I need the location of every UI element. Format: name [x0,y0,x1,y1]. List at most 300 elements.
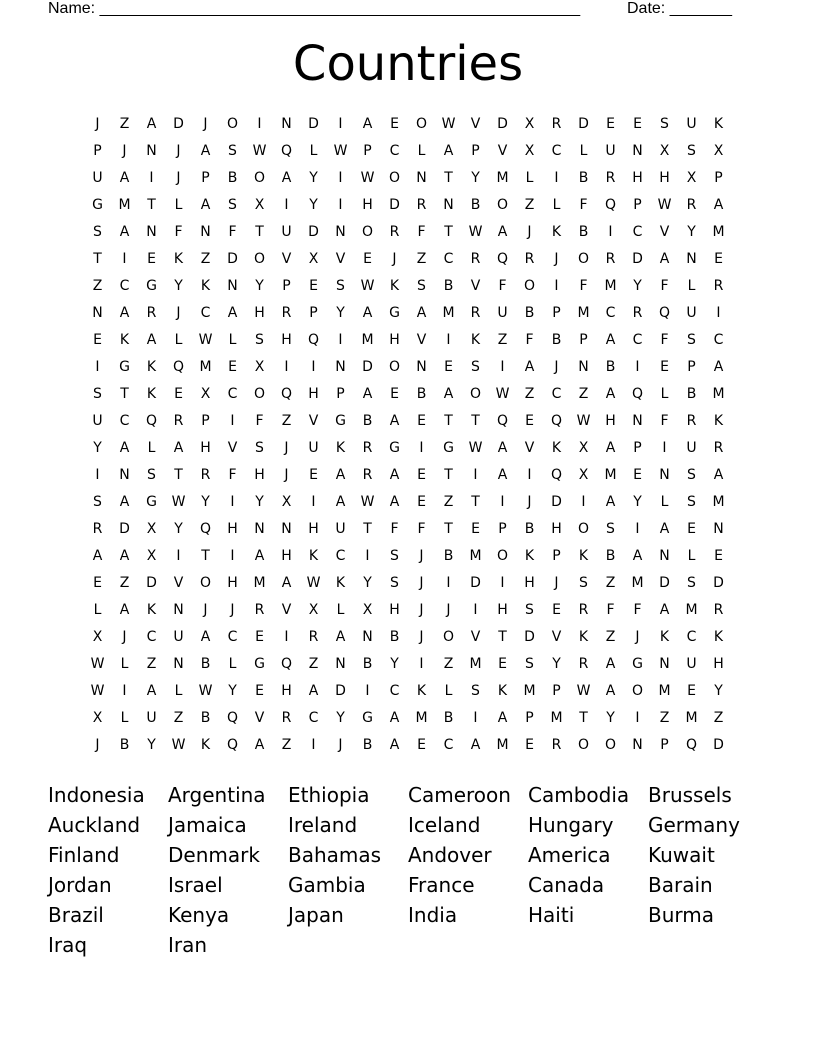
grid-letter: C [632,224,643,240]
word-list-item: Jamaica [168,813,247,837]
grid-letter: I [284,197,289,213]
grid-letter: Z [119,575,130,591]
grid-letter: I [284,629,289,645]
grid-letter: E [714,251,723,267]
grid-letter: T [120,386,129,402]
grid-letter: Y [174,278,183,294]
grid-letter: Z [200,251,211,267]
grid-letter: R [551,737,562,753]
grid-letter: D [497,116,508,132]
grid-letter: A [281,575,292,591]
date-field-label: Date: _______ [627,0,732,17]
grid-letter: V [470,116,481,132]
grid-letter: Y [309,197,318,213]
grid-letter: I [95,359,100,375]
grid-letter: B [470,197,481,213]
grid-letter: D [362,359,373,375]
grid-letter: I [311,737,316,753]
grid-letter: Y [255,494,264,510]
grid-letter: A [119,305,130,321]
grid-letter: F [660,332,669,348]
grid-letter: O [253,170,266,186]
grid-row [84,192,732,219]
grid-letter: S [147,467,156,483]
grid-letter: E [309,278,318,294]
grid-letter: H [308,521,319,537]
grid-letter: D [389,197,400,213]
grid-letter: K [173,251,184,267]
grid-row [84,651,732,678]
grid-letter: R [605,251,616,267]
grid-letter: S [390,548,399,564]
grid-letter: M [361,332,374,348]
grid-letter: R [470,305,481,321]
grid-letter: N [686,251,697,267]
grid-letter: I [338,170,343,186]
grid-letter: N [416,359,427,375]
grid-letter: L [660,494,669,510]
grid-letter: L [417,143,426,159]
grid-letter: C [227,629,238,645]
grid-letter: O [496,548,509,564]
grid-letter: U [281,224,292,240]
grid-letter: H [389,332,400,348]
grid-letter: O [253,386,266,402]
grid-letter: I [527,467,532,483]
grid-letter: Y [633,494,642,510]
grid-letter: Q [280,656,293,672]
grid-letter: J [95,737,100,753]
grid-letter: H [497,602,508,618]
grid-letter: Z [146,656,157,672]
grid-letter: A [92,548,103,564]
grid-letter: I [581,494,586,510]
grid-letter: B [389,629,400,645]
grid-letter: K [389,278,400,294]
grid-letter: O [361,224,374,240]
grid-letter: K [416,683,427,699]
grid-letter: K [713,629,724,645]
grid-letter: Z [281,413,292,429]
grid-row [84,732,732,759]
grid-letter: X [281,494,292,510]
grid-letter: A [632,548,643,564]
grid-letter: A [227,305,238,321]
grid-letter: G [119,359,130,375]
grid-letter: E [444,359,453,375]
grid-letter: T [444,521,453,537]
grid-letter: P [633,197,642,213]
grid-letter: X [308,251,319,267]
grid-letter: X [308,602,319,618]
grid-letter: A [659,521,670,537]
grid-letter: G [362,710,373,726]
grid-letter: K [335,575,346,591]
grid-letter: U [146,710,157,726]
grid-letter: Y [255,278,264,294]
grid-letter: M [685,710,698,726]
grid-letter: U [308,440,319,456]
grid-letter: W [198,332,213,348]
grid-letter: I [311,359,316,375]
grid-row [84,111,732,138]
grid-letter: B [416,386,427,402]
grid-letter: Z [443,656,454,672]
grid-letter: U [605,143,616,159]
grid-letter: Y [336,305,345,321]
grid-letter: E [633,467,642,483]
grid-letter: Z [281,737,292,753]
grid-letter: Z [578,386,589,402]
grid-letter: I [365,683,370,699]
grid-letter: J [527,494,532,510]
grid-letter: I [662,440,667,456]
grid-letter: G [146,494,157,510]
grid-letter: A [119,602,130,618]
grid-letter: M [469,548,482,564]
grid-letter: I [635,710,640,726]
grid-letter: R [146,305,157,321]
grid-letter: W [333,143,348,159]
grid-letter: Y [93,440,102,456]
grid-letter: D [335,683,346,699]
grid-letter: F [579,197,588,213]
grid-letter: C [443,737,454,753]
grid-letter: O [496,197,509,213]
grid-letter: P [552,548,561,564]
grid-letter: U [686,116,697,132]
grid-letter: L [687,548,696,564]
grid-letter: I [635,521,640,537]
grid-letter: S [687,494,696,510]
grid-letter: I [257,116,262,132]
grid-letter: N [146,143,157,159]
grid-letter: T [471,413,480,429]
grid-letter: I [554,278,559,294]
grid-letter: H [254,467,265,483]
grid-letter: V [281,251,292,267]
grid-letter: C [200,305,211,321]
grid-letter: F [417,521,426,537]
word-list-item: Burma [648,903,715,927]
grid-letter: W [576,413,591,429]
grid-letter: E [606,116,615,132]
grid-letter: R [713,602,724,618]
grid-letter: G [146,278,157,294]
grid-letter: W [495,386,510,402]
grid-letter: Y [201,494,210,510]
grid-letter: M [253,575,266,591]
grid-letter: H [227,575,238,591]
grid-letter: I [230,413,235,429]
grid-letter: C [389,683,400,699]
grid-letter: L [93,602,102,618]
grid-letter: A [389,737,400,753]
grid-letter: F [579,278,588,294]
grid-letter: E [498,656,507,672]
grid-letter: I [500,494,505,510]
grid-letter: P [471,143,480,159]
grid-letter: M [415,710,428,726]
grid-row [84,327,732,354]
grid-letter: H [308,386,319,402]
grid-letter: P [552,683,561,699]
grid-letter: J [446,602,451,618]
grid-letter: E [687,683,696,699]
grid-letter: B [578,224,589,240]
grid-letter: B [362,737,373,753]
grid-letter: O [388,170,401,186]
grid-letter: M [712,386,725,402]
grid-letter: L [579,143,588,159]
grid-letter: W [252,143,267,159]
grid-letter: B [362,413,373,429]
grid-letter: A [443,386,454,402]
grid-letter: L [309,143,318,159]
grid-letter: J [230,602,235,618]
word-list-item: America [528,843,611,867]
grid-letter: E [309,467,318,483]
grid-letter: C [443,251,454,267]
grid-letter: R [470,251,481,267]
grid-letter: P [660,737,669,753]
grid-letter: M [199,359,212,375]
grid-letter: N [335,224,346,240]
grid-letter: T [444,170,453,186]
name-field-label: Name: ______________________________________________________ [48,0,581,17]
grid-letter: A [335,629,346,645]
grid-letter: X [146,521,157,537]
grid-letter: A [254,548,265,564]
grid-letter: W [441,116,456,132]
word-list-item: France [408,873,475,897]
grid-letter: I [446,332,451,348]
grid-letter: B [200,710,211,726]
grid-letter: A [416,305,427,321]
grid-letter: Z [173,710,184,726]
grid-letter: W [657,197,672,213]
grid-letter: J [554,251,559,267]
grid-letter: L [120,656,129,672]
grid-letter: K [551,440,562,456]
grid-letter: Q [631,386,644,402]
grid-letter: J [392,251,397,267]
grid-letter: Q [496,413,509,429]
grid-letter: G [443,440,454,456]
grid-letter: E [228,359,237,375]
grid-letter: E [390,116,399,132]
grid-letter: U [497,305,508,321]
grid-letter: M [712,224,725,240]
grid-letter: F [228,224,237,240]
grid-letter: W [90,656,105,672]
grid-letter: C [389,143,400,159]
grid-letter: M [604,278,617,294]
grid-letter: P [714,170,723,186]
grid-letter: A [605,332,616,348]
grid-letter: B [578,170,589,186]
grid-letter: V [470,278,481,294]
grid-letter: H [713,656,724,672]
grid-letter: T [201,548,210,564]
grid-letter: X [200,386,211,402]
grid-letter: S [93,386,102,402]
grid-row [84,624,732,651]
grid-letter: Z [713,710,724,726]
grid-letter: L [525,170,534,186]
grid-letter: O [388,359,401,375]
grid-letter: D [470,575,481,591]
grid-letter: O [631,683,644,699]
grid-letter: G [632,656,643,672]
grid-letter: E [174,386,183,402]
grid-letter: X [92,710,103,726]
grid-letter: X [578,440,589,456]
grid-letter: Q [199,521,212,537]
grid-letter: P [363,143,372,159]
grid-row [84,219,732,246]
grid-letter: L [444,683,453,699]
grid-letter: A [335,467,346,483]
grid-letter: M [577,305,590,321]
grid-letter: X [578,467,589,483]
grid-letter: B [605,548,616,564]
grid-letter: V [659,224,670,240]
page-title: Countries [292,36,524,92]
grid-letter: Y [390,656,399,672]
grid-letter: N [146,224,157,240]
grid-letter: I [149,170,154,186]
grid-letter: R [308,629,319,645]
word-list-item: India [408,903,458,927]
grid-letter: O [577,737,590,753]
word-list-item: Haiti [528,903,575,927]
grid-letter: T [579,710,588,726]
grid-letter: N [659,656,670,672]
grid-letter: C [146,629,157,645]
grid-letter: P [309,305,318,321]
grid-letter: I [338,332,343,348]
grid-letter: K [713,116,724,132]
grid-letter: V [227,440,238,456]
grid-letter: B [524,521,535,537]
grid-letter: K [146,359,157,375]
grid-row [84,246,732,273]
word-list-item: Japan [288,903,344,927]
grid-letter: F [498,278,507,294]
word-list-item: Argentina [168,783,266,807]
grid-letter: Y [363,575,372,591]
grid-letter: Q [550,413,563,429]
grid-letter: S [228,143,237,159]
grid-letter: N [281,521,292,537]
grid-letter: L [228,332,237,348]
grid-letter: D [227,251,238,267]
word-list-item: Hungary [528,813,614,837]
grid-letter: E [417,467,426,483]
grid-letter: P [525,710,534,726]
grid-letter: L [147,440,156,456]
grid-letter: F [174,224,183,240]
grid-letter: D [551,494,562,510]
grid-letter: Z [443,494,454,510]
grid-letter: N [335,656,346,672]
grid-letter: W [576,683,591,699]
grid-letter: I [122,683,127,699]
grid-letter: X [524,143,535,159]
word-list-item: Ireland [288,813,358,837]
grid-letter: R [281,305,292,321]
grid-letter: Q [280,143,293,159]
grid-letter: A [389,494,400,510]
grid-letter: U [335,521,346,537]
grid-letter: A [605,440,616,456]
word-list-item: Ethiopia [288,783,370,807]
grid-letter: W [468,224,483,240]
grid-letter: A [362,386,373,402]
grid-letter: V [551,629,562,645]
grid-letter: N [443,197,454,213]
grid-letter: J [122,629,127,645]
grid-row [84,273,732,300]
grid-letter: J [338,737,343,753]
grid-letter: N [200,224,211,240]
word-list-item: Finland [48,843,120,867]
grid-letter: E [633,116,642,132]
grid-letter: Q [550,467,563,483]
grid-letter: I [473,710,478,726]
grid-letter: E [390,386,399,402]
grid-letter: F [228,467,237,483]
grid-letter: M [118,197,131,213]
grid-letter: A [497,467,508,483]
grid-letter: N [416,170,427,186]
grid-letter: U [686,440,697,456]
grid-letter: V [308,413,319,429]
grid-row [84,570,732,597]
grid-letter: R [362,467,373,483]
grid-letter: L [687,278,696,294]
grid-letter: F [660,278,669,294]
grid-letter: E [552,602,561,618]
grid-letter: O [253,251,266,267]
grid-letter: N [227,278,238,294]
grid-letter: T [444,467,453,483]
grid-row [84,165,732,192]
grid-letter: N [335,359,346,375]
word-list-item: Jordan [48,873,112,897]
grid-letter: W [468,440,483,456]
grid-letter: S [390,575,399,591]
grid-letter: R [524,251,535,267]
grid-letter: A [119,548,130,564]
grid-letter: W [360,494,375,510]
grid-letter: C [119,413,130,429]
grid-letter: A [119,494,130,510]
grid-row [84,138,732,165]
grid-letter: O [577,521,590,537]
grid-letter: V [254,710,265,726]
word-search-grid [84,111,732,759]
grid-row [84,300,732,327]
grid-letter: H [605,413,616,429]
grid-letter: S [525,656,534,672]
grid-letter: B [551,332,562,348]
grid-letter: Y [714,683,723,699]
grid-letter: I [338,197,343,213]
grid-letter: M [631,575,644,591]
grid-letter: A [713,467,724,483]
